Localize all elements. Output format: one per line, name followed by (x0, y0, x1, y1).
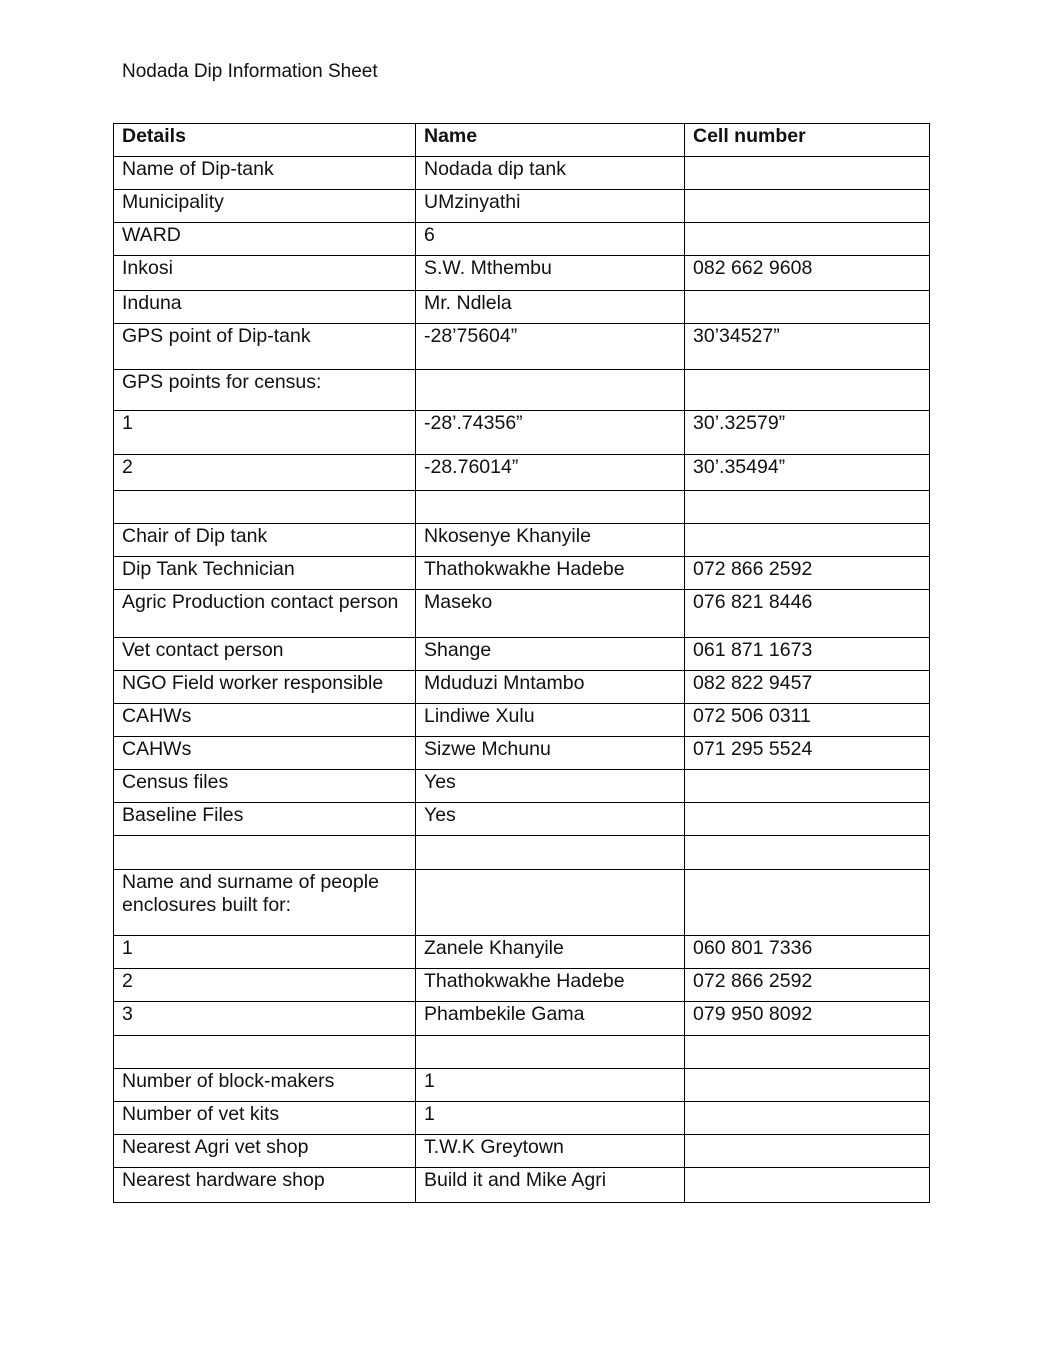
table-row (114, 157, 930, 190)
cell-number-cell (685, 1102, 930, 1135)
cell-number-cell (685, 1135, 930, 1168)
name-cell: Nodada dip tank (416, 157, 685, 190)
name-cell: T.W.K Greytown (416, 1135, 685, 1168)
details-cell: 2 (114, 969, 416, 1002)
table-header-row (114, 124, 930, 157)
cell-number-cell (685, 157, 930, 190)
cell-number-cell: 30’34527” (685, 324, 930, 370)
cell-number-cell (685, 870, 930, 936)
name-cell: Thathokwakhe Hadebe (416, 557, 685, 590)
table-row (114, 557, 930, 590)
table-row (114, 190, 930, 223)
name-cell: -28.76014” (416, 455, 685, 491)
name-cell: -28’.74356” (416, 411, 685, 455)
details-cell: Name of Dip-tank (114, 157, 416, 190)
details-cell (114, 491, 416, 524)
column-header-cell-number: Cell number (685, 124, 930, 157)
name-cell: 1 (416, 1102, 685, 1135)
table-row (114, 491, 930, 524)
cell-number-cell (685, 370, 930, 411)
details-cell: Agric Production contact person (114, 590, 416, 638)
cell-number-cell (685, 770, 930, 803)
cell-number-cell (685, 1168, 930, 1203)
name-cell: Shange (416, 638, 685, 671)
table-row (114, 524, 930, 557)
name-cell (416, 836, 685, 870)
cell-number-cell: 072 506 0311 (685, 704, 930, 737)
cell-number-cell (685, 1069, 930, 1102)
details-cell: Inkosi (114, 256, 416, 291)
cell-number-cell: 061 871 1673 (685, 638, 930, 671)
details-cell: CAHWs (114, 704, 416, 737)
table-row (114, 590, 930, 638)
cell-number-cell: 30’.32579” (685, 411, 930, 455)
table-row (114, 1168, 930, 1203)
cell-number-cell (685, 524, 930, 557)
name-cell: Lindiwe Xulu (416, 704, 685, 737)
table-body (114, 157, 930, 1203)
name-cell: -28’75604” (416, 324, 685, 370)
details-cell: Nearest hardware shop (114, 1168, 416, 1203)
table-row (114, 324, 930, 370)
details-cell: Municipality (114, 190, 416, 223)
table-row (114, 671, 930, 704)
cell-number-cell: 071 295 5524 (685, 737, 930, 770)
cell-number-cell: 082 822 9457 (685, 671, 930, 704)
table-row (114, 770, 930, 803)
details-cell: GPS points for census: (114, 370, 416, 411)
details-cell: Number of block-makers (114, 1069, 416, 1102)
details-cell: WARD (114, 223, 416, 256)
cell-number-cell (685, 1036, 930, 1069)
cell-number-cell (685, 190, 930, 223)
details-cell: GPS point of Dip-tank (114, 324, 416, 370)
details-cell: Nearest Agri vet shop (114, 1135, 416, 1168)
table-row (114, 1036, 930, 1069)
details-cell (114, 836, 416, 870)
name-cell: Phambekile Gama (416, 1002, 685, 1036)
name-cell: Build it and Mike Agri (416, 1168, 685, 1203)
name-cell: Yes (416, 770, 685, 803)
table-row (114, 836, 930, 870)
name-cell (416, 1036, 685, 1069)
name-cell (416, 370, 685, 411)
column-header-details: Details (114, 124, 416, 157)
details-cell: Census files (114, 770, 416, 803)
table-row (114, 969, 930, 1002)
table-row (114, 1069, 930, 1102)
details-cell: Name and surname of people enclosures built for: (114, 870, 416, 936)
table-row (114, 936, 930, 969)
name-cell: Mduduzi Mntambo (416, 671, 685, 704)
info-table (113, 123, 930, 1203)
name-cell: S.W. Mthembu (416, 256, 685, 291)
table-row (114, 1002, 930, 1036)
name-cell: Nkosenye Khanyile (416, 524, 685, 557)
table-row (114, 370, 930, 411)
name-cell: Thathokwakhe Hadebe (416, 969, 685, 1002)
cell-number-cell: 072 866 2592 (685, 557, 930, 590)
table-row (114, 411, 930, 455)
cell-number-cell: 082 662 9608 (685, 256, 930, 291)
details-cell: Vet contact person (114, 638, 416, 671)
table-row (114, 704, 930, 737)
details-cell: 1 (114, 936, 416, 969)
cell-number-cell (685, 836, 930, 870)
cell-number-cell: 060 801 7336 (685, 936, 930, 969)
cell-number-cell (685, 291, 930, 324)
table-row (114, 737, 930, 770)
cell-number-cell: 079 950 8092 (685, 1002, 930, 1036)
name-cell: Maseko (416, 590, 685, 638)
details-cell (114, 1036, 416, 1069)
cell-number-cell: 072 866 2592 (685, 969, 930, 1002)
table-row (114, 803, 930, 836)
name-cell: Mr. Ndlela (416, 291, 685, 324)
details-cell: 3 (114, 1002, 416, 1036)
cell-number-cell (685, 803, 930, 836)
details-cell: Chair of Dip tank (114, 524, 416, 557)
name-cell: Sizwe Mchunu (416, 737, 685, 770)
details-cell: Number of vet kits (114, 1102, 416, 1135)
name-cell: 6 (416, 223, 685, 256)
name-cell: 1 (416, 1069, 685, 1102)
details-cell: NGO Field worker responsible (114, 671, 416, 704)
name-cell: UMzinyathi (416, 190, 685, 223)
cell-number-cell: 076 821 8446 (685, 590, 930, 638)
details-cell: CAHWs (114, 737, 416, 770)
details-cell: Baseline Files (114, 803, 416, 836)
table-row (114, 223, 930, 256)
table-row (114, 455, 930, 491)
cell-number-cell (685, 491, 930, 524)
name-cell (416, 870, 685, 936)
table-row (114, 1135, 930, 1168)
cell-number-cell (685, 223, 930, 256)
table-row (114, 291, 930, 324)
column-header-name: Name (416, 124, 685, 157)
details-cell: Dip Tank Technician (114, 557, 416, 590)
name-cell: Yes (416, 803, 685, 836)
name-cell (416, 491, 685, 524)
table-row (114, 638, 930, 671)
table-row (114, 256, 930, 291)
details-cell: Induna (114, 291, 416, 324)
table-row (114, 870, 930, 936)
document-title: Nodada Dip Information Sheet (122, 61, 378, 82)
details-cell: 1 (114, 411, 416, 455)
table-row (114, 1102, 930, 1135)
details-cell: 2 (114, 455, 416, 491)
cell-number-cell: 30’.35494” (685, 455, 930, 491)
name-cell: Zanele Khanyile (416, 936, 685, 969)
